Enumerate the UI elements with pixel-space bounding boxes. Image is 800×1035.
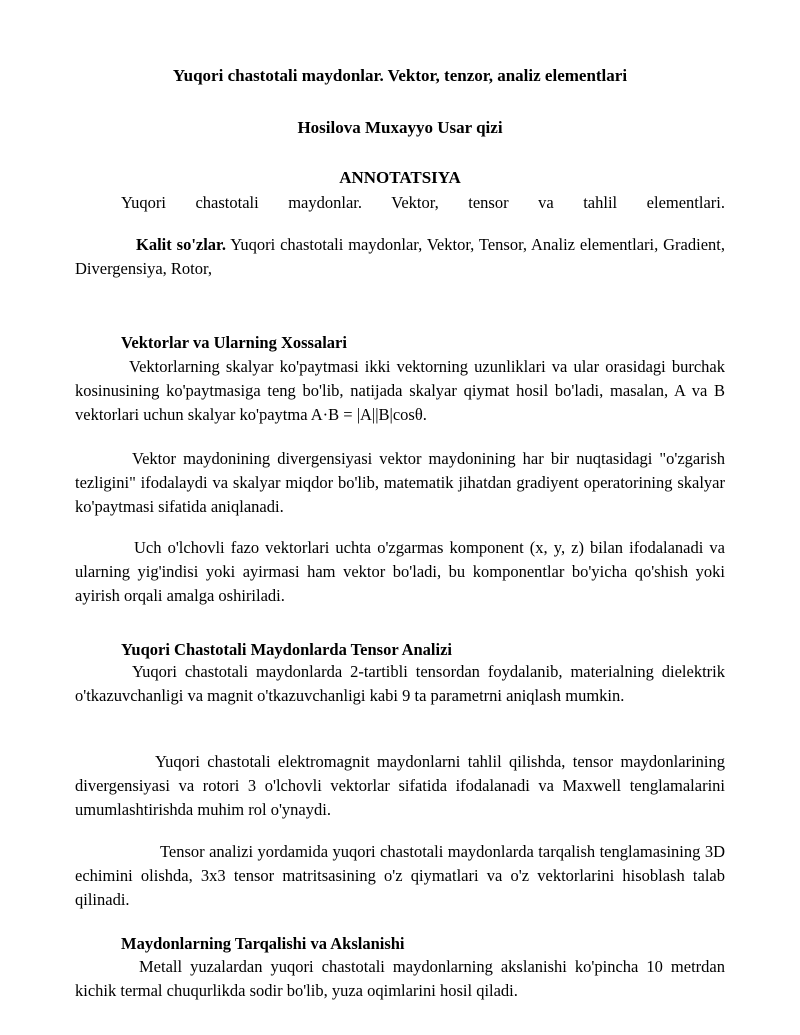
section-heading-tensor: Yuqori Chastotali Maydonlarda Tensor Analizi: [121, 640, 452, 659]
paragraph-text: Vektor maydonining divergensiyasi vektor maydonining har bir nuqtasidagi "o'zgarish tezligini" ifodalaydi va skalyar miqdor bo'lib, matematik jihatdan gradiyent operatorining skalyar ko'paytmasi sifatida aniqlanadi.: [75, 449, 725, 516]
paragraph-text: Metall yuzalardan yuqori chastotali maydonlarning akslanishi ko'pincha 10 metrdan kichik termal chuqurlikda sodir bo'lib, yuza oqimlarini hosil qiladi.: [75, 957, 725, 1000]
abstract-heading: ANNOTATSIYA: [339, 168, 461, 187]
section-2-paragraph-2: [75, 750, 725, 822]
abstract-text-content: Yuqori chastotali maydonlar. Vektor, tensor va tahlil elementlari.: [121, 193, 725, 212]
abstract-text: [75, 191, 725, 215]
document-title: Yuqori chastotali maydonlar. Vektor, tenzor, analiz elementlari: [172, 66, 628, 85]
section-1-paragraph-1: [75, 355, 725, 427]
author-name: Hosilova Muxayyo Usar qizi: [297, 118, 503, 137]
paragraph-text: Yuqori chastotali maydonlarda 2-tartibli tensordan foydalanib, materialning dielektrik o'tkazuvchanligi va magnit o'tkazuvchanligi kabi 9 ta parametrni aniqlash mumkin.: [75, 662, 725, 705]
section-heading-vectors: Vektorlar va Ularning Xossalari: [121, 333, 347, 352]
paragraph-text: Vektorlarning skalyar ko'paytmasi ikki vektorning uzunliklari va ular orasidagi burchak kosinusining ko'paytmasiga teng bo'lib, natijada skalyar qiymat hosil bo'ladi, masalan, A va B vektorlari uchun skalyar ko'paytma A·B = |A||B|cosθ.: [75, 357, 725, 424]
paragraph-text: Yuqori chastotali elektromagnit maydonlarni tahlil qilishda, tensor maydonlarining divergensiyasi va rotori 3 o'lchovli vektorlar sifatida ifodalanadi va Maxwell tenglamalarini umumlashtirishda muhim rol o'ynaydi.: [75, 752, 725, 819]
keywords-text: Yuqori chastotali maydonlar, Vektor, Tensor, Analiz elementlari, Gradient, Divergensiya, Rotor,: [75, 235, 725, 278]
keywords-paragraph: [75, 233, 725, 281]
paragraph-text: Tensor analizi yordamida yuqori chastotali maydonlarda tarqalish tenglamasining 3D echimini olishda, 3x3 tensor matritsasining o'z qiymatlari va o'z vektorlarini hisoblash talab qilinadi.: [75, 842, 725, 909]
section-2-paragraph-3: [75, 840, 725, 912]
section-3-paragraph-1: [75, 955, 725, 1003]
section-2-paragraph-1: [75, 660, 725, 708]
section-heading-propagation: Maydonlarning Tarqalishi va Akslanishi: [121, 934, 405, 953]
paragraph-text: Uch o'lchovli fazo vektorlari uchta o'zgarmas komponent (x, y, z) bilan ifodalanadi va ularning yig'indisi yoki ayirmasi ham vektor bo'ladi, bu komponentlar bo'yicha qo'shish yoki ayirish orqali amalga oshiriladi.: [75, 538, 725, 605]
section-1-paragraph-2: [75, 447, 725, 519]
section-1-paragraph-3: [75, 536, 725, 608]
keywords-label: Kalit so'zlar.: [136, 235, 226, 254]
